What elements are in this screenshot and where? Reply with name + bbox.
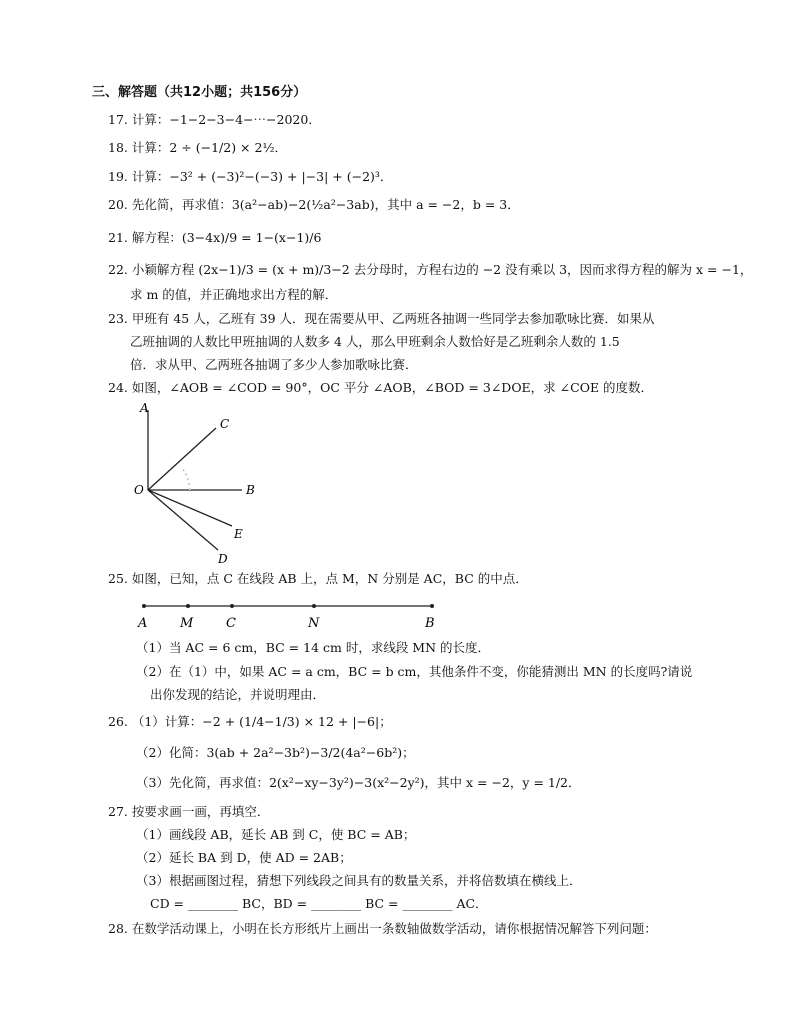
point-N [312, 604, 316, 608]
label-M: M [180, 616, 194, 631]
question-27-part-1: （1）画线段 AB，延长 AB 到 C，使 BC = AB； [136, 827, 416, 842]
point-A [142, 604, 146, 608]
question-19: 19. 计算：−3² + (−3)²−(−3) + |−3| + (−2)³． [108, 169, 393, 184]
figure-25-segment-diagram [136, 596, 446, 632]
question-26-part-2: （2）化简：3(ab + 2a²−3b²)−3/2(4a²−6b²)； [136, 745, 415, 760]
question-23-line-3: 倍．求从甲、乙两班各抽调了多少人参加歌咏比赛． [130, 357, 418, 372]
ray-OE [148, 490, 232, 526]
question-21: 21. 解方程：(3−4x)/9 = 1−(x−1)/6 [108, 230, 322, 245]
question-28: 28. 在数学活动课上，小明在长方形纸片上画出一条数轴做数学活动，请你根据情况解答下列问题： [108, 921, 657, 936]
label-B: B [425, 616, 435, 631]
question-17: 17. 计算：−1−2−3−4−⋯−2020． [108, 112, 321, 127]
question-27-part-2: （2）延长 BA 到 D，使 AD = 2AB； [136, 850, 352, 865]
label-A: A [138, 616, 148, 631]
label-C: C [220, 417, 230, 431]
question-25: 25. 如图，已知，点 C 在线段 AB 上，点 M，N 分别是 AC，BC 的中点． [108, 571, 528, 586]
question-26-part-1: 26. （1）计算：−2 + (1/4−1/3) × 12 + |−6|； [108, 714, 392, 729]
label-D: D [218, 552, 228, 566]
question-25-part-2-line-2: 出你发现的结论，并说明理由． [150, 687, 326, 702]
question-25-part-2-line-1: （2）在（1）中，如果 AC = a cm，BC = b cm，其他条件不变，你能猜测出 MN 的长度吗?请说 [136, 664, 693, 679]
label-B: B [246, 483, 255, 497]
section-title: 三、解答题（共12小题；共156分） [92, 85, 307, 100]
point-B [430, 604, 434, 608]
label-O: O [134, 483, 144, 497]
label-A: A [140, 401, 149, 415]
label-E: E [234, 527, 243, 541]
question-26-part-3: （3）先化简，再求值：2(x²−xy−3y²)−3(x²−2y²)，其中 x = −2，y = 1/2． [136, 775, 581, 790]
label-C: C [226, 616, 236, 631]
question-20: 20. 先化简，再求值：3(a²−ab)−2(½a²−3ab)，其中 a = −2，b = 3． [108, 197, 520, 212]
figure-24-angle-diagram [130, 398, 270, 568]
question-22-line-1: 22. 小颖解方程 (2x−1)/3 = (x + m)/3−2 去分母时，方程右边的 −2 没有乘以 3，因而求得方程的解为 x = −1， [108, 262, 753, 277]
ray-OD [148, 490, 218, 550]
point-C [230, 604, 234, 608]
question-27: 27. 按要求画一画，再填空． [108, 804, 270, 819]
ray-OC [148, 428, 216, 490]
label-N: N [308, 616, 320, 631]
question-27-part-3: （3）根据画图过程，猜想下列线段之间具有的数量关系，并将倍数填在横线上． [136, 873, 582, 888]
point-M [186, 604, 190, 608]
question-25-part-1: （1）当 AC = 6 cm，BC = 14 cm 时，求线段 MN 的长度． [136, 640, 491, 655]
arc-mark [182, 468, 190, 490]
question-24: 24. 如图，∠AOB = ∠COD = 90°，OC 平分 ∠AOB，∠BOD = 3∠DOE，求 ∠COE 的度数． [108, 380, 654, 395]
question-23-line-1: 23. 甲班有 45 人，乙班有 39 人．现在需要从甲、乙两班各抽调一些同学去参加歌咏比赛．如果从 [108, 311, 655, 326]
question-22-line-2: 求 m 的值，并正确地求出方程的解． [130, 287, 338, 302]
question-18: 18. 计算：2 ÷ (−1/2) × 2½． [108, 140, 288, 155]
question-27-blanks: CD = ________ BC，BD = ________ BC = ________ AC． [150, 896, 488, 911]
question-23-line-2: 乙班抽调的人数比甲班抽调的人数多 4 人，那么甲班剩余人数恰好是乙班剩余人数的 1.5 [130, 334, 620, 349]
